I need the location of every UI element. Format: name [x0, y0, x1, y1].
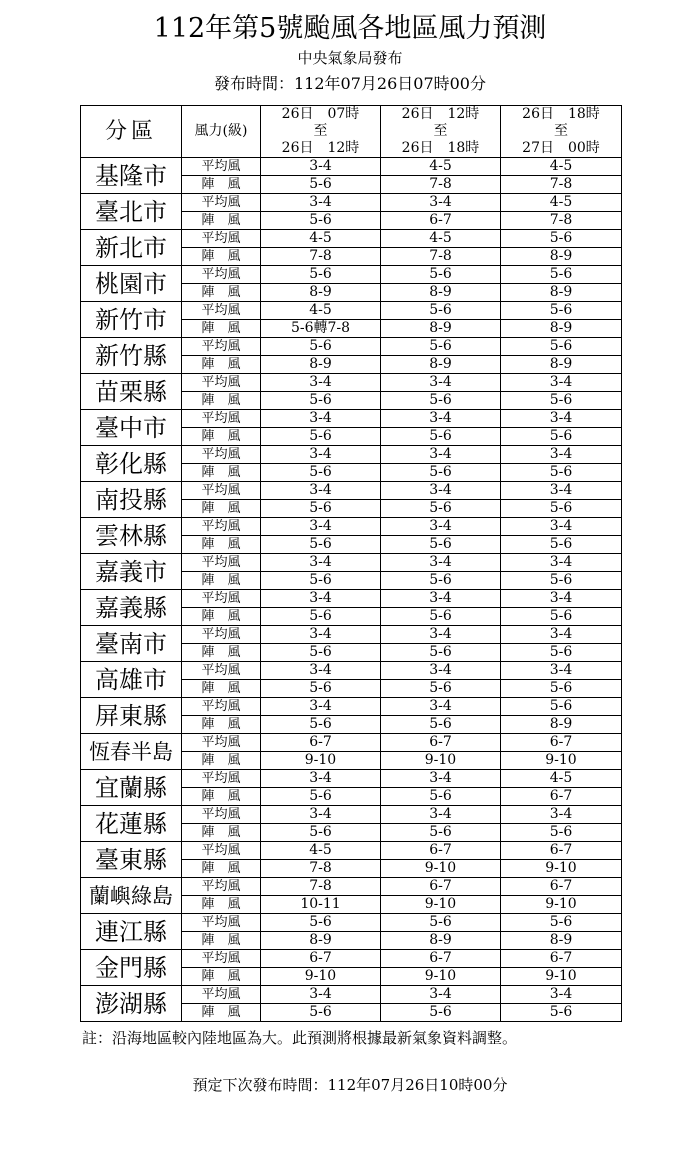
header-level: 風力(級): [182, 106, 261, 158]
average-wind-value: 3-4: [261, 374, 381, 392]
gust-wind-value: 5-6: [381, 1004, 501, 1022]
kind-average: 平均風: [182, 446, 261, 464]
average-wind-value: 3-4: [501, 986, 622, 1004]
gust-wind-value: 10-11: [261, 896, 381, 914]
table-row: [81, 482, 622, 500]
table-row: [81, 662, 622, 680]
average-wind-value: 3-4: [381, 446, 501, 464]
kind-average: 平均風: [182, 770, 261, 788]
kind-gust: 陣 風: [182, 428, 261, 446]
average-wind-value: 3-4: [501, 410, 622, 428]
region-name: 桃園市: [81, 266, 182, 302]
average-wind-value: 3-4: [381, 698, 501, 716]
average-wind-value: 5-6: [501, 266, 622, 284]
kind-gust: 陣 風: [182, 716, 261, 734]
gust-wind-value: 5-6: [381, 464, 501, 482]
average-wind-value: 4-5: [501, 158, 622, 176]
kind-average: 平均風: [182, 878, 261, 896]
kind-gust: 陣 風: [182, 644, 261, 662]
gust-wind-value: 8-9: [381, 932, 501, 950]
average-wind-value: 4-5: [381, 158, 501, 176]
average-wind-value: 3-4: [261, 986, 381, 1004]
table-row: [81, 878, 622, 896]
gust-wind-value: 5-6: [501, 536, 622, 554]
gust-wind-value: 8-9: [501, 248, 622, 266]
gust-wind-value: 7-8: [501, 176, 622, 194]
average-wind-value: 3-4: [501, 374, 622, 392]
average-wind-value: 6-7: [381, 842, 501, 860]
kind-gust: 陣 風: [182, 392, 261, 410]
gust-wind-value: 5-6: [381, 572, 501, 590]
gust-wind-value: 5-6: [381, 500, 501, 518]
average-wind-value: 4-5: [501, 770, 622, 788]
kind-average: 平均風: [182, 518, 261, 536]
gust-wind-value: 8-9: [501, 932, 622, 950]
kind-average: 平均風: [182, 626, 261, 644]
region-name: 澎湖縣: [81, 986, 182, 1022]
gust-wind-value: 5-6: [261, 176, 381, 194]
kind-average: 平均風: [182, 554, 261, 572]
gust-wind-value: 9-10: [501, 896, 622, 914]
period-start: 26日 12時: [401, 106, 480, 122]
period-to: 至: [433, 123, 448, 139]
table-row: [81, 266, 622, 284]
average-wind-value: 4-5: [261, 302, 381, 320]
kind-gust: 陣 風: [182, 824, 261, 842]
page-title: 112年第5號颱風各地區風力預測: [153, 13, 547, 44]
kind-gust: 陣 風: [182, 788, 261, 806]
average-wind-value: 6-7: [261, 734, 381, 752]
gust-wind-value: 5-6: [501, 500, 622, 518]
average-wind-value: 3-4: [261, 770, 381, 788]
region-name: 高雄市: [81, 662, 182, 698]
average-wind-value: 3-4: [261, 626, 381, 644]
average-wind-value: 3-4: [261, 806, 381, 824]
gust-wind-value: 5-6: [501, 572, 622, 590]
table-header-row: [81, 106, 622, 158]
region-name: 苗栗縣: [81, 374, 182, 410]
average-wind-value: 3-4: [261, 554, 381, 572]
average-wind-value: 3-4: [381, 410, 501, 428]
average-wind-value: 3-4: [381, 986, 501, 1004]
gust-wind-value: 7-8: [261, 248, 381, 266]
gust-wind-value: 5-6: [501, 1004, 622, 1022]
kind-gust: 陣 風: [182, 248, 261, 266]
kind-gust: 陣 風: [182, 896, 261, 914]
average-wind-value: 4-5: [501, 194, 622, 212]
kind-gust: 陣 風: [182, 680, 261, 698]
gust-wind-value: 5-6: [501, 428, 622, 446]
table-row: [81, 914, 622, 932]
average-wind-value: 3-4: [261, 662, 381, 680]
kind-gust: 陣 風: [182, 320, 261, 338]
average-wind-value: 3-4: [501, 806, 622, 824]
table-row: [81, 194, 622, 212]
table-row: [81, 950, 622, 968]
average-wind-value: 4-5: [381, 230, 501, 248]
average-wind-value: 3-4: [381, 554, 501, 572]
gust-wind-value: 8-9: [261, 356, 381, 374]
gust-wind-value: 7-8: [381, 248, 501, 266]
kind-average: 平均風: [182, 590, 261, 608]
average-wind-value: 5-6: [501, 338, 622, 356]
average-wind-value: 7-8: [261, 878, 381, 896]
average-wind-value: 3-4: [381, 626, 501, 644]
gust-wind-value: 9-10: [261, 752, 381, 770]
average-wind-value: 6-7: [381, 950, 501, 968]
average-wind-value: 3-4: [381, 590, 501, 608]
kind-average: 平均風: [182, 266, 261, 284]
kind-gust: 陣 風: [182, 500, 261, 518]
issue-time: 發布時間：112年07月26日07時00分: [214, 74, 486, 93]
kind-average: 平均風: [182, 482, 261, 500]
average-wind-value: 3-4: [501, 482, 622, 500]
gust-wind-value: 5-6: [381, 716, 501, 734]
average-wind-value: 6-7: [261, 950, 381, 968]
average-wind-value: 3-4: [501, 518, 622, 536]
average-wind-value: 3-4: [261, 482, 381, 500]
gust-wind-value: 7-8: [261, 860, 381, 878]
average-wind-value: 6-7: [501, 842, 622, 860]
average-wind-value: 5-6: [381, 338, 501, 356]
average-wind-value: 5-6: [501, 230, 622, 248]
region-name: 新竹市: [81, 302, 182, 338]
gust-wind-value: 9-10: [381, 968, 501, 986]
kind-average: 平均風: [182, 158, 261, 176]
table-row: [81, 842, 622, 860]
average-wind-value: 5-6: [501, 302, 622, 320]
average-wind-value: 3-4: [261, 446, 381, 464]
kind-gust: 陣 風: [182, 536, 261, 554]
region-name: 花蓮縣: [81, 806, 182, 842]
period-to: 至: [313, 123, 328, 139]
gust-wind-value: 9-10: [501, 968, 622, 986]
region-name: 雲林縣: [81, 518, 182, 554]
kind-average: 平均風: [182, 230, 261, 248]
average-wind-value: 3-4: [261, 698, 381, 716]
header-period-2: [381, 106, 501, 158]
kind-average: 平均風: [182, 734, 261, 752]
table-row: [81, 518, 622, 536]
table-row: [81, 734, 622, 752]
header-region: 分區: [81, 106, 182, 158]
kind-gust: 陣 風: [182, 860, 261, 878]
kind-average: 平均風: [182, 986, 261, 1004]
average-wind-value: 5-6: [381, 302, 501, 320]
gust-wind-value: 5-6: [261, 1004, 381, 1022]
gust-wind-value: 8-9: [501, 320, 622, 338]
period-start: 26日 18時: [522, 106, 600, 122]
gust-wind-value: 9-10: [381, 860, 501, 878]
table-row: [81, 698, 622, 716]
gust-wind-value: 8-9: [501, 356, 622, 374]
gust-wind-value: 5-6: [501, 608, 622, 626]
gust-wind-value: 5-6: [381, 824, 501, 842]
region-name: 臺東縣: [81, 842, 182, 878]
average-wind-value: 3-4: [501, 662, 622, 680]
gust-wind-value: 5-6: [501, 392, 622, 410]
average-wind-value: 3-4: [381, 770, 501, 788]
wind-forecast-table: [80, 105, 622, 1022]
kind-average: 平均風: [182, 410, 261, 428]
table-row: [81, 770, 622, 788]
kind-gust: 陣 風: [182, 968, 261, 986]
table-row: [81, 554, 622, 572]
average-wind-value: 3-4: [261, 590, 381, 608]
average-wind-value: 6-7: [381, 734, 501, 752]
kind-gust: 陣 風: [182, 176, 261, 194]
gust-wind-value: 5-6: [261, 392, 381, 410]
gust-wind-value: 8-9: [381, 320, 501, 338]
region-name: 宜蘭縣: [81, 770, 182, 806]
gust-wind-value: 5-6: [381, 608, 501, 626]
gust-wind-value: 8-9: [261, 932, 381, 950]
region-name: 蘭嶼綠島: [81, 878, 182, 914]
gust-wind-value: 8-9: [501, 716, 622, 734]
table-row: [81, 410, 622, 428]
region-name: 新竹縣: [81, 338, 182, 374]
kind-average: 平均風: [182, 698, 261, 716]
gust-wind-value: 5-6: [261, 788, 381, 806]
average-wind-value: 5-6: [381, 266, 501, 284]
average-wind-value: 3-4: [381, 194, 501, 212]
average-wind-value: 3-4: [381, 374, 501, 392]
kind-gust: 陣 風: [182, 212, 261, 230]
average-wind-value: 5-6: [381, 914, 501, 932]
region-name: 屏東縣: [81, 698, 182, 734]
gust-wind-value: 5-6: [381, 644, 501, 662]
gust-wind-value: 6-7: [381, 212, 501, 230]
kind-gust: 陣 風: [182, 1004, 261, 1022]
average-wind-value: 3-4: [501, 554, 622, 572]
average-wind-value: 3-4: [381, 518, 501, 536]
region-name: 恆春半島: [81, 734, 182, 770]
gust-wind-value: 9-10: [381, 752, 501, 770]
next-issue-time: 預定下次發布時間：112年07月26日10時00分: [192, 1076, 508, 1094]
gust-wind-value: 8-9: [381, 284, 501, 302]
gust-wind-value: 5-6: [261, 608, 381, 626]
average-wind-value: 4-5: [261, 842, 381, 860]
table-row: [81, 806, 622, 824]
kind-gust: 陣 風: [182, 284, 261, 302]
gust-wind-value: 5-6: [381, 788, 501, 806]
average-wind-value: 3-4: [261, 158, 381, 176]
gust-wind-value: 9-10: [381, 896, 501, 914]
average-wind-value: 4-5: [261, 230, 381, 248]
average-wind-value: 3-4: [381, 662, 501, 680]
average-wind-value: 3-4: [381, 482, 501, 500]
gust-wind-value: 5-6: [381, 680, 501, 698]
gust-wind-value: 5-6: [261, 824, 381, 842]
kind-gust: 陣 風: [182, 572, 261, 590]
period-start: 26日 07時: [281, 106, 360, 122]
average-wind-value: 6-7: [501, 878, 622, 896]
region-name: 金門縣: [81, 950, 182, 986]
gust-wind-value: 5-6: [261, 212, 381, 230]
table-row: [81, 626, 622, 644]
publisher: 中央氣象局發布: [297, 49, 403, 67]
average-wind-value: 3-4: [381, 806, 501, 824]
gust-wind-value: 5-6: [261, 464, 381, 482]
footnote: 註：沿海地區較內陸地區為大。此預測將根據最新氣象資料調整。: [82, 1029, 518, 1047]
region-name: 臺北市: [81, 194, 182, 230]
average-wind-value: 3-4: [261, 194, 381, 212]
average-wind-value: 3-4: [501, 626, 622, 644]
gust-wind-value: 5-6: [381, 392, 501, 410]
region-name: 南投縣: [81, 482, 182, 518]
gust-wind-value: 5-6: [261, 716, 381, 734]
kind-gust: 陣 風: [182, 464, 261, 482]
gust-wind-value: 5-6: [261, 536, 381, 554]
gust-wind-value: 9-10: [261, 968, 381, 986]
average-wind-value: 5-6: [261, 338, 381, 356]
average-wind-value: 5-6: [501, 698, 622, 716]
average-wind-value: 3-4: [261, 518, 381, 536]
gust-wind-value: 5-6: [261, 500, 381, 518]
kind-average: 平均風: [182, 914, 261, 932]
kind-gust: 陣 風: [182, 356, 261, 374]
kind-average: 平均風: [182, 302, 261, 320]
average-wind-value: 6-7: [501, 950, 622, 968]
average-wind-value: 5-6: [261, 266, 381, 284]
region-name: 新北市: [81, 230, 182, 266]
average-wind-value: 3-4: [261, 410, 381, 428]
gust-wind-value: 9-10: [501, 860, 622, 878]
gust-wind-value: 5-6: [261, 644, 381, 662]
table-row: [81, 446, 622, 464]
table-row: [81, 986, 622, 1004]
kind-average: 平均風: [182, 662, 261, 680]
table-row: [81, 158, 622, 176]
gust-wind-value: 7-8: [501, 212, 622, 230]
region-name: 基隆市: [81, 158, 182, 194]
kind-average: 平均風: [182, 842, 261, 860]
region-name: 嘉義市: [81, 554, 182, 590]
region-name: 彰化縣: [81, 446, 182, 482]
gust-wind-value: 5-6: [501, 464, 622, 482]
header-period-3: [501, 106, 622, 158]
kind-gust: 陣 風: [182, 932, 261, 950]
gust-wind-value: 7-8: [381, 176, 501, 194]
period-end: 26日 12時: [281, 140, 360, 156]
kind-gust: 陣 風: [182, 608, 261, 626]
gust-wind-value: 5-6: [381, 428, 501, 446]
kind-average: 平均風: [182, 806, 261, 824]
average-wind-value: 6-7: [381, 878, 501, 896]
region-name: 臺中市: [81, 410, 182, 446]
gust-wind-value: 9-10: [501, 752, 622, 770]
table-body: [81, 158, 622, 1022]
gust-wind-value: 5-6: [501, 824, 622, 842]
gust-wind-value: 5-6: [261, 680, 381, 698]
period-to: 至: [554, 123, 568, 139]
average-wind-value: 3-4: [501, 446, 622, 464]
kind-average: 平均風: [182, 374, 261, 392]
table-row: [81, 338, 622, 356]
gust-wind-value: 8-9: [381, 356, 501, 374]
gust-wind-value: 5-6: [501, 680, 622, 698]
gust-wind-value: 5-6: [381, 536, 501, 554]
gust-wind-value: 5-6: [261, 572, 381, 590]
average-wind-value: 3-4: [501, 590, 622, 608]
table-row: [81, 374, 622, 392]
gust-wind-value: 5-6: [261, 428, 381, 446]
gust-wind-value: 6-7: [501, 788, 622, 806]
region-name: 臺南市: [81, 626, 182, 662]
region-name: 嘉義縣: [81, 590, 182, 626]
table-row: [81, 302, 622, 320]
period-end: 27日 00時: [522, 140, 600, 156]
gust-wind-value: 8-9: [501, 284, 622, 302]
average-wind-value: 5-6: [261, 914, 381, 932]
kind-average: 平均風: [182, 950, 261, 968]
gust-wind-value: 8-9: [261, 284, 381, 302]
average-wind-value: 6-7: [501, 734, 622, 752]
average-wind-value: 5-6: [501, 914, 622, 932]
region-name: 連江縣: [81, 914, 182, 950]
period-end: 26日 18時: [401, 140, 480, 156]
kind-average: 平均風: [182, 194, 261, 212]
table-row: [81, 590, 622, 608]
gust-wind-value: 5-6: [501, 644, 622, 662]
kind-average: 平均風: [182, 338, 261, 356]
header-period-1: [261, 106, 381, 158]
kind-gust: 陣 風: [182, 752, 261, 770]
table-row: [81, 230, 622, 248]
gust-wind-value: 5-6轉7-8: [261, 320, 381, 338]
